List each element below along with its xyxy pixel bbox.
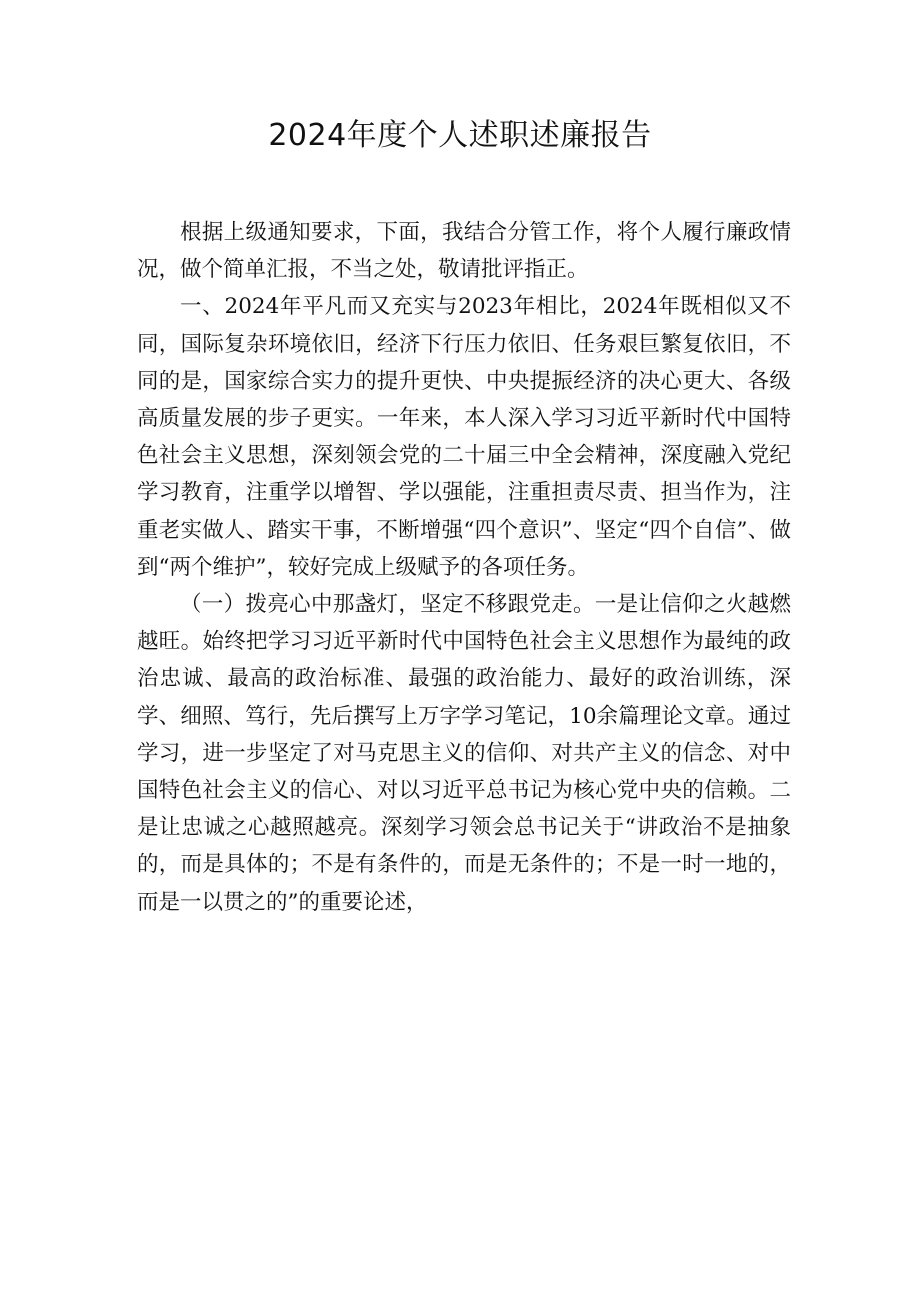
paragraph-subsection-one: （一）拨亮心中那盏灯，坚定不移跟党走。一是让信仰之火越燃越旺。始终把学习习近平新时代中国特色社会主义思想作为最纯的政治忠诚、最高的政治标准、最强的政治能力、最好的政治训练，深学、细照、笃行，先后撰写上万字学习笔记，10余篇理论文章。通过学习，进一步坚定了对马克思主义的信仰、对共产主义的信念、对中国特色社会主义的信心、对以习近平总书记为核心党中央的信赖。二是让忠诚之心越照越亮。深刻学习领会总书记关于“讲政治不是抽象的，而是具体的；不是有条件的，而是无条件的；不是一时一地的，而是一以贯之的”的重要论述， bbox=[137, 592, 791, 915]
document-title: 2024年度个人述职述廉报告 bbox=[268, 118, 652, 153]
paragraph-intro: 根据上级通知要求，下面，我结合分管工作，将个人履行廉政情况，做个简单汇报，不当之处，敬请批评指正。 bbox=[137, 220, 791, 283]
paragraph-section-one: 一、2024年平凡而又充实与2023年相比，2024年既相似又不同，国际复杂环境依旧，经济下行压力依旧、任务艰巨繁复依旧，不同的是，国家综合实力的提升更快、中央提振经济的决心更大、各级高质量发展的步子更实。一年来，本人深入学习习近平新时代中国特色社会主义思想，深刻领会党的二十届三中全会精神，深度融入党纪学习教育，注重学以增智、学以强能，注重担责尽责、担当作为，注重老实做人、踏实干事，不断增强“四个意识”、坚定“四个自信”、做到“两个维护”，较好完成上级赋予的各项任务。 bbox=[137, 294, 792, 580]
document-body bbox=[137, 214, 791, 921]
